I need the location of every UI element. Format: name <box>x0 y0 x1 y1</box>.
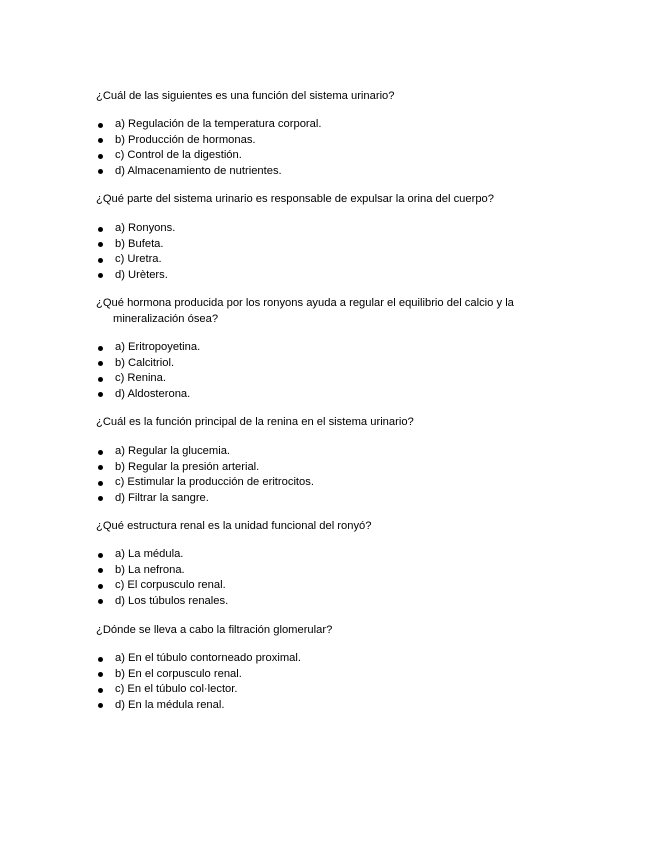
option-item <box>96 356 200 372</box>
option-text: a) Eritropoyetina. <box>115 341 201 353</box>
option-text: c) Estimular la producción de eritrocitos. <box>115 476 314 489</box>
option-item <box>96 387 200 403</box>
question-6-text: ¿Dónde se lleva a cabo la filtración glomerular? <box>96 624 333 636</box>
option-text: a) Regular la glucemia. <box>115 445 231 457</box>
bullet-icon <box>98 599 103 604</box>
bullet-icon <box>98 584 103 589</box>
option-text: c) Renina. <box>115 372 166 385</box>
option-item <box>96 460 314 476</box>
bullet-icon <box>98 346 103 351</box>
option-text: d) En la médula renal. <box>115 698 225 711</box>
option-text: c) El corpusculo renal. <box>115 579 226 592</box>
option-item <box>96 148 321 164</box>
option-text: a) Ronyons. <box>115 222 176 234</box>
bullet-icon <box>98 688 103 693</box>
question-6-options <box>96 651 301 713</box>
option-item <box>96 444 314 460</box>
question-5-text: ¿Qué estructura renal es la unidad funcional del ronyó? <box>96 520 372 532</box>
bullet-icon <box>98 481 103 486</box>
bullet-icon <box>98 672 103 677</box>
bullet-icon <box>98 361 103 366</box>
option-text: c) Control de la digestión. <box>115 149 242 162</box>
option-text: b) La nefrona. <box>115 563 185 576</box>
bullet-icon <box>98 568 103 573</box>
option-item <box>96 698 301 714</box>
option-text: d) Los túbulos renales. <box>115 594 229 607</box>
option-item <box>96 340 200 356</box>
option-item <box>96 547 228 563</box>
option-text: b) Producción de hormonas. <box>115 133 256 146</box>
bullet-icon <box>98 553 103 558</box>
bullet-icon <box>98 703 103 708</box>
bullet-icon <box>98 392 103 397</box>
question-4 <box>96 415 556 431</box>
option-text: a) Regulación de la temperatura corporal. <box>115 118 322 130</box>
question-6 <box>96 623 556 639</box>
bullet-icon <box>98 242 103 247</box>
option-text: b) Calcitriol. <box>115 356 175 369</box>
option-item <box>96 667 301 683</box>
option-item <box>96 133 321 149</box>
option-text: a) En el túbulo contorneado proximal. <box>115 652 301 664</box>
option-text: b) Regular la presión arterial. <box>115 460 260 473</box>
question-3-text: ¿Qué hormona producida por los ronyons ayuda a regular el equilibrio del calcio y la mineralización ósea? <box>96 297 514 325</box>
question-1-text: ¿Cuál de las siguientes es una función del sistema urinario? <box>96 90 395 102</box>
option-item <box>96 268 175 284</box>
question-4-options <box>96 444 314 506</box>
question-2 <box>96 192 556 208</box>
option-item <box>96 475 314 491</box>
option-item <box>96 563 228 579</box>
question-5 <box>96 519 556 535</box>
option-text: d) Filtrar la sangre. <box>115 491 209 504</box>
option-item <box>96 237 175 253</box>
option-item <box>96 682 301 698</box>
option-item <box>96 651 301 667</box>
question-2-options <box>96 221 175 283</box>
option-item <box>96 221 175 237</box>
bullet-icon <box>98 123 103 128</box>
question-2-text: ¿Qué parte del sistema urinario es responsable de expulsar la orina del cuerpo? <box>96 193 495 205</box>
option-text: c) En el túbulo col·lector. <box>115 683 238 696</box>
option-item <box>96 578 228 594</box>
option-item <box>96 371 200 387</box>
option-text: d) Almacenamiento de nutrientes. <box>115 164 282 177</box>
option-item <box>96 594 228 610</box>
option-item <box>96 491 314 507</box>
bullet-icon <box>98 258 103 263</box>
bullet-icon <box>98 154 103 159</box>
option-item <box>96 252 175 268</box>
bullet-icon <box>98 377 103 382</box>
question-3 <box>96 296 556 327</box>
bullet-icon <box>98 465 103 470</box>
bullet-icon <box>98 450 103 455</box>
option-text: d) Aldosterona. <box>115 387 191 400</box>
bullet-icon <box>98 496 103 501</box>
option-text: c) Uretra. <box>115 253 162 266</box>
question-4-text: ¿Cuál es la función principal de la renina en el sistema urinario? <box>96 416 414 428</box>
option-text: d) Urèters. <box>115 268 168 281</box>
bullet-icon <box>98 227 103 232</box>
bullet-icon <box>98 657 103 662</box>
question-1 <box>96 89 556 105</box>
bullet-icon <box>98 273 103 278</box>
bullet-icon <box>98 169 103 174</box>
option-text: b) En el corpusculo renal. <box>115 667 242 680</box>
bullet-icon <box>98 138 103 143</box>
question-3-options <box>96 340 200 402</box>
question-5-options <box>96 547 228 609</box>
option-text: a) La médula. <box>115 548 184 560</box>
option-item <box>96 117 321 133</box>
option-text: b) Bufeta. <box>115 237 164 250</box>
option-item <box>96 164 321 180</box>
question-1-options <box>96 117 321 179</box>
